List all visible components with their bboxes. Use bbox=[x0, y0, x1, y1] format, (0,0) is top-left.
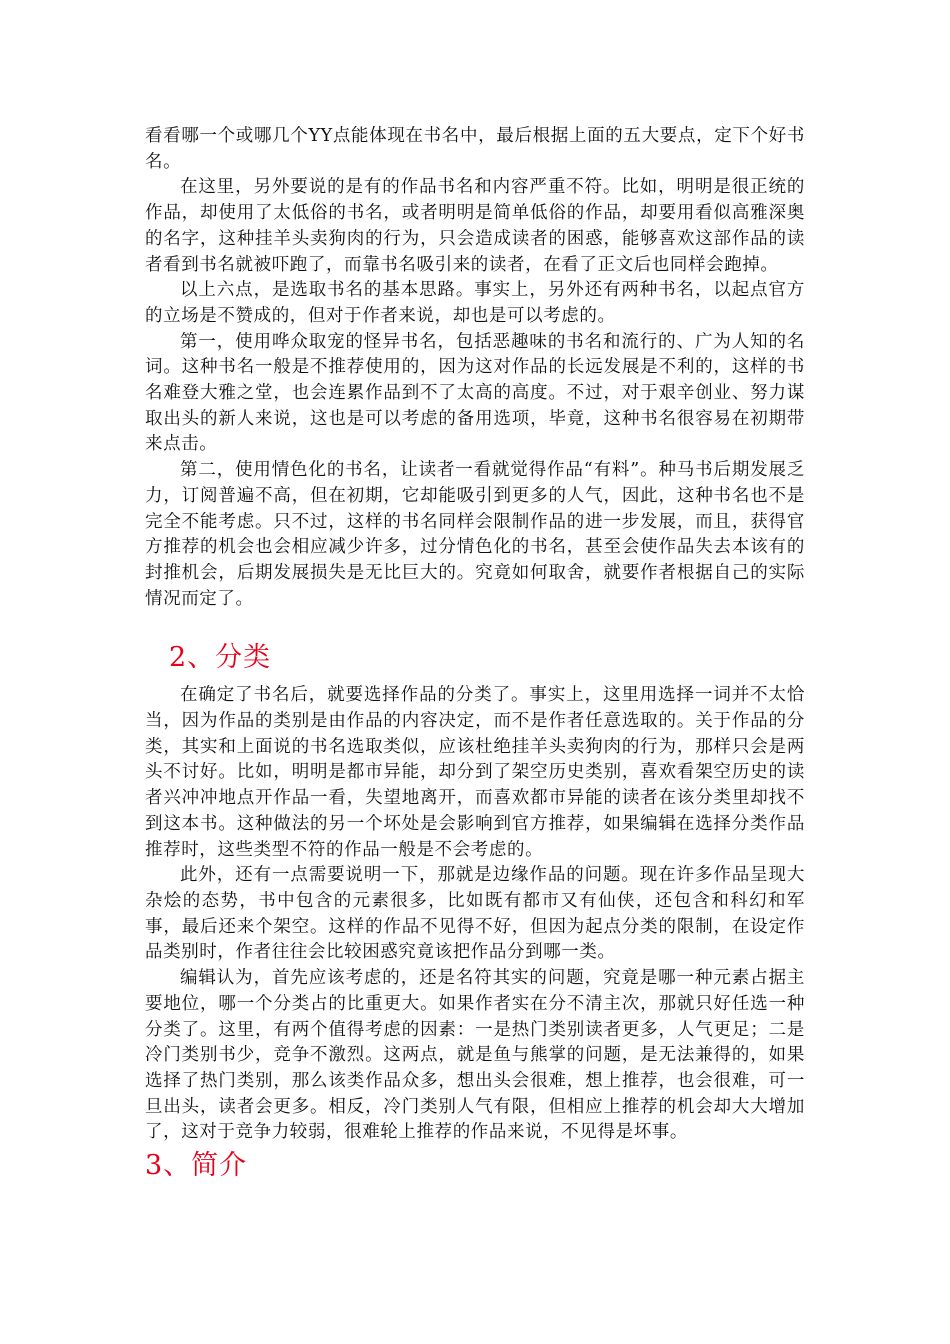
paragraph-classification-2: 此外，还有一点需要说明一下，那就是边缘作品的问题。现在许多作品呈现大杂烩的态势，书中包含的元素很多，比如既有都市又有仙侠，还包含和科幻和军事，最后还来个架空。这样的作品不见得不好，但因为起点分类的限制，在设定作品类别时，作者往往会比较困惑究竟该把作品分到哪一类。 bbox=[145, 865, 805, 963]
section-heading-classification: 2、分类 bbox=[169, 642, 272, 674]
paragraph-six-points: 以上六点，是选取书名的基本思路。事实上，另外还有两种书名，以起点官方的立场是不赞成的，但对于作者来说，却也是可以考虑的。 bbox=[145, 280, 805, 326]
paragraph-mismatch: 在这里，另外要说的是有的作品书名和内容严重不符。比如，明明是很正统的作品，却使用了太低俗的书名，或者明明是简单低俗的作品，却要用看似高雅深奥的名字，这种挂羊头卖狗肉的行为，只会造成读者的困惑，能够喜欢这部作品的读者看到书名就被吓跑了，而靠书名吸引来的读者，在看了正文后也同样会跑掉。 bbox=[145, 177, 805, 275]
paragraph-classification-3: 编辑认为，首先应该考虑的，还是名符其实的问题，究竟是哪一种元素占据主要地位，哪一个分类占的比重更大。如果作者实在分不清主次，那就只好任选一种分类了。这里，有两个值得考虑的因素：一是热门类别读者更多，人气更足；二是冷门类别书少，竞争不激烈。这两点，就是鱼与熊掌的问题，是无法兼得的，如果选择了热门类别，那么该类作品众多，想出头会很难，想上推荐，也会很难，可一旦出头，读者会更多。相反，冷门类别人气有限，但相应上推荐的机会却大大增加了，这对于竞争力较弱，很难轮上推荐的作品来说，不见得是坏事。 bbox=[145, 968, 805, 1143]
section-heading-synopsis: 3、简介 bbox=[145, 1150, 248, 1182]
paragraph-classification-1: 在确定了书名后，就要选择作品的分类了。事实上，这里用选择一词并不太恰当，因为作品的类别是由作品的内容决定，而不是作者任意选取的。关于作品的分类，其实和上面说的书名选取类似，应该杜绝挂羊头卖狗肉的行为，那样只会是两头不讨好。比如，明明是都市异能，却分到了架空历史类别，喜欢看架空历史的读者兴冲冲地点开作品一看，失望地离开，而喜欢都市异能的读者在该分类里却找不到这本书。这种做法的另一个坏处是会影响到官方推荐，如果编辑在选择分类作品推荐时，这些类型不符的作品一般是不会考虑的。 bbox=[145, 685, 805, 860]
document-page bbox=[145, 124, 805, 1184]
paragraph-continuation: 看看哪一个或哪几个YY点能体现在书名中，最后根据上面的五大要点，定下个好书名。 bbox=[145, 126, 805, 172]
paragraph-first: 第一，使用哗众取宠的怪异书名，包括恶趣味的书名和流行的、广为人知的名词。这种书名一般是不推荐使用的，因为这对作品的长远发展是不利的，这样的书名难登大雅之堂，也会连累作品到不了太高的高度。不过，对于艰辛创业、努力谋取出头的新人来说，这也是可以考虑的备用选项，毕竟，这种书名很容易在初期带来点击。 bbox=[145, 331, 805, 455]
paragraph-second: 第二，使用情色化的书名，让读者一看就觉得作品“有料”。种马书后期发展乏力，订阅普遍不高，但在初期，它却能吸引到更多的人气，因此，这种书名也不是完全不能考虑。只不过，这样的书名同样会限制作品的进一步发展，而且，获得官方推荐的机会也会相应减少许多，过分情色化的书名，甚至会使作品失去本该有的封推机会，后期发展损失是无比巨大的。究竟如何取舍，就要作者根据自己的实际情况而定了。 bbox=[145, 460, 805, 609]
